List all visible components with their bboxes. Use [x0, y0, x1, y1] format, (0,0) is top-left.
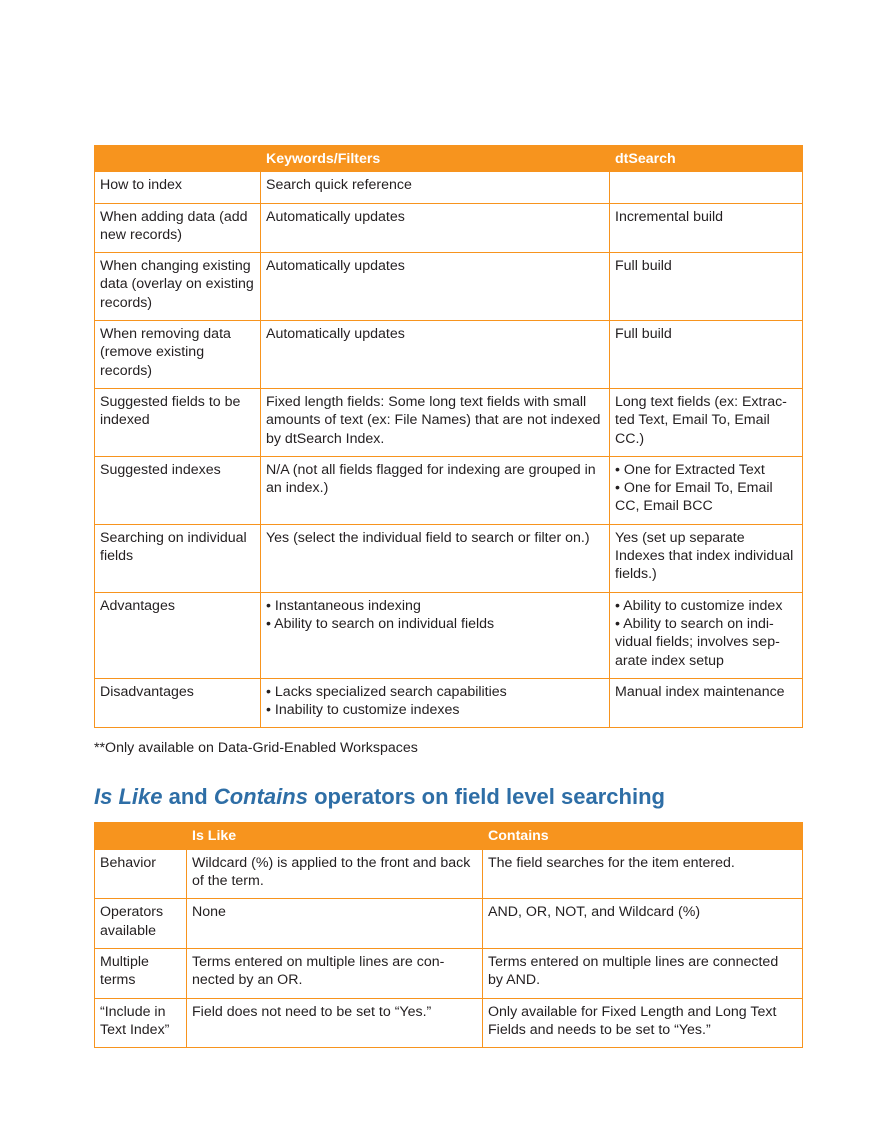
contains-cell: AND, OR, NOT, and Wildcard (%): [483, 899, 803, 949]
row-label: “Include in Text Index”: [95, 998, 187, 1048]
keywords-cell: [261, 456, 610, 524]
row-label: When changing existing data (overlay on existing records): [95, 253, 261, 321]
row-label: Advantages: [95, 592, 261, 678]
row-label: Multiple terms: [95, 948, 187, 998]
keywords-cell: [261, 321, 610, 389]
table-row: [95, 678, 803, 728]
contains-cell: Only available for Fixed Length and Long Text Fields and needs to be set to “Yes.”: [483, 998, 803, 1048]
operators-table-header-blank: [95, 823, 187, 849]
table-row: [95, 524, 803, 592]
index-comparison-table: [94, 145, 803, 728]
dtsearch-cell: [610, 321, 803, 389]
dtsearch-cell-line: • One for Extracted Text: [615, 461, 765, 478]
section-title-is-like: Is Like: [94, 784, 163, 810]
index-table-header-row: [95, 146, 803, 172]
dtsearch-cell: [610, 456, 803, 524]
dtsearch-cell-line: Long text fields (ex: Extrac-ted Text, Email To, Email CC.): [615, 393, 787, 447]
keywords-cell: [261, 172, 610, 203]
keywords-cell-line: Automatically updates: [266, 208, 405, 225]
table-row: [95, 456, 803, 524]
table-row: [95, 321, 803, 389]
is-like-cell: None: [187, 899, 483, 949]
keywords-cell-line: • Ability to search on individual fields: [266, 615, 495, 632]
dtsearch-cell-line: Yes (set up separate Indexes that index individual fields.): [615, 529, 794, 583]
keywords-cell-line: Search quick reference: [266, 177, 412, 194]
table-row: [95, 172, 803, 203]
keywords-cell: [261, 203, 610, 253]
dtsearch-cell-line: Full build: [615, 326, 672, 343]
keywords-cell-line: • Inability to customize indexes: [266, 702, 460, 719]
keywords-cell: [261, 678, 610, 728]
operators-table-body: [95, 849, 803, 1047]
keywords-cell-line: Yes (select the individual field to search or filter on.): [266, 529, 590, 546]
dtsearch-cell: [610, 253, 803, 321]
keywords-cell-line: N/A (not all fields flagged for indexing are grouped in an index.): [266, 461, 596, 497]
section-title-contains: Contains: [213, 784, 308, 810]
operators-table-header-contains: Contains: [483, 823, 803, 849]
keywords-cell-line: Fixed length fields: Some long text fields with small amounts of text (ex: File Names) that are not indexed by dtSearch Index.: [266, 393, 601, 447]
dtsearch-cell: [610, 678, 803, 728]
document-page: [94, 145, 802, 1048]
index-table-header-blank: [95, 146, 261, 172]
keywords-cell: [261, 592, 610, 678]
is-like-cell: Field does not need to be set to “Yes.”: [187, 998, 483, 1048]
row-label: Suggested fields to be indexed: [95, 388, 261, 456]
footnote: **Only available on Data-Grid-Enabled Workspaces: [94, 740, 418, 757]
table-row: [95, 998, 803, 1048]
operators-table-header-row: [95, 823, 803, 849]
section-title-and: and: [162, 784, 214, 810]
row-label: Searching on individual fields: [95, 524, 261, 592]
keywords-cell: [261, 388, 610, 456]
table-row: [95, 899, 803, 949]
dtsearch-cell: [610, 388, 803, 456]
operators-table: [94, 822, 803, 1048]
operators-table-header-is-like: Is Like: [187, 823, 483, 849]
row-label: How to index: [95, 172, 261, 203]
dtsearch-cell-line: • Ability to customize index: [615, 597, 783, 614]
section-title: [94, 784, 802, 810]
keywords-cell: [261, 524, 610, 592]
index-table-header-keywords: Keywords/Filters: [261, 146, 610, 172]
dtsearch-cell: [610, 592, 803, 678]
dtsearch-cell-line: • One for Email To, Email CC, Email BCC: [615, 480, 773, 515]
dtsearch-cell-line: Full build: [615, 258, 672, 275]
dtsearch-cell-line: Incremental build: [615, 208, 724, 225]
index-table-body: [95, 172, 803, 728]
dtsearch-cell-line: Manual index maintenance: [615, 683, 785, 700]
section-title-rest: operators on field level searching: [307, 784, 665, 810]
keywords-cell-line: • Lacks specialized search capabilities: [266, 683, 507, 700]
dtsearch-cell: [610, 203, 803, 253]
contains-cell: The field searches for the item entered.: [483, 849, 803, 899]
dtsearch-cell: [610, 172, 803, 203]
keywords-cell-line: Automatically updates: [266, 326, 405, 343]
row-label: Suggested indexes: [95, 456, 261, 524]
table-row: [95, 203, 803, 253]
table-row: [95, 592, 803, 678]
row-label: Disadvantages: [95, 678, 261, 728]
contains-cell: Terms entered on multiple lines are connected by AND.: [483, 948, 803, 998]
keywords-cell-line: • Instantaneous indexing: [266, 597, 421, 614]
keywords-cell-line: Automatically updates: [266, 258, 405, 275]
table-row: [95, 849, 803, 899]
dtsearch-cell-line: • Ability to search on indi-vidual fields; involves sep-arate index setup: [615, 615, 780, 669]
is-like-cell: Terms entered on multiple lines are con-nected by an OR.: [187, 948, 483, 998]
dtsearch-cell: [610, 524, 803, 592]
row-label: Behavior: [95, 849, 187, 899]
row-label: Operators available: [95, 899, 187, 949]
keywords-cell: [261, 253, 610, 321]
row-label: When adding data (add new records): [95, 203, 261, 253]
table-row: [95, 388, 803, 456]
index-table-header-dtsearch: dtSearch: [610, 146, 803, 172]
table-row: [95, 253, 803, 321]
row-label: When removing data (remove existing records): [95, 321, 261, 389]
is-like-cell: Wildcard (%) is applied to the front and back of the term.: [187, 849, 483, 899]
table-row: [95, 948, 803, 998]
